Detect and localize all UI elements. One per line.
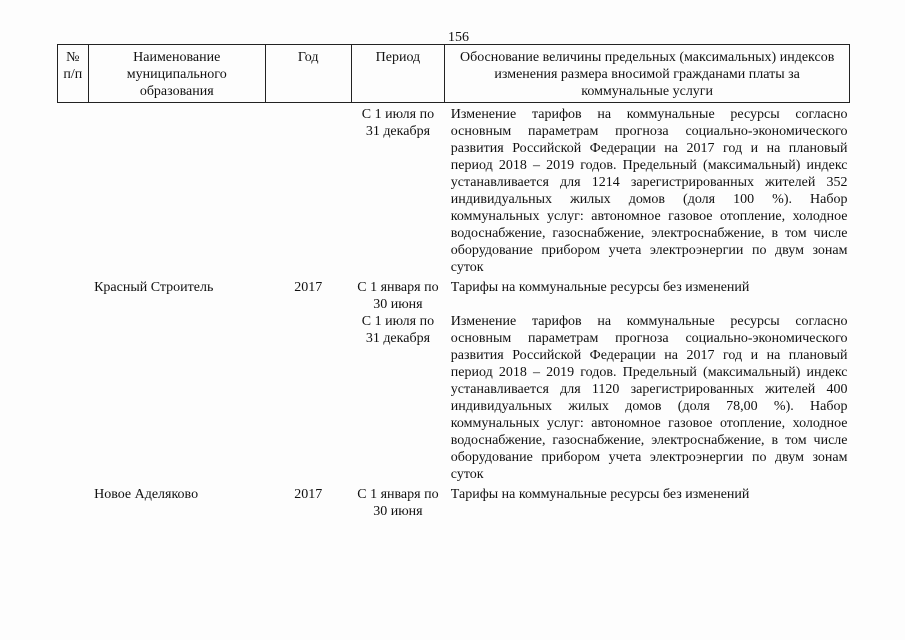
header-period: Период [351,45,445,103]
row-num [58,483,89,520]
tariff-table [57,44,850,520]
row-num [58,276,89,313]
row-year: 2017 [294,487,323,502]
row-justification: Тарифы на коммунальные ресурсы без изменений [450,280,750,295]
row-period: С 1 января по 30 июня [357,280,439,312]
table-row [58,103,850,277]
header-name: Наименование муниципального образования [88,45,265,103]
row-year: 2017 [294,280,323,295]
row-period: С 1 января по 30 июня [357,487,439,519]
row-name [88,313,265,483]
row-name [88,103,265,277]
row-num [58,103,89,277]
row-period: С 1 июля по 31 декабря [361,107,435,139]
row-name: Красный Строитель [94,280,214,295]
table-row [58,483,850,520]
row-justification: Тарифы на коммунальные ресурсы без изменений [450,487,750,502]
table-row [58,313,850,483]
table-header-row [58,45,850,103]
row-name: Новое Аделяково [94,487,199,502]
page-number: 156 [448,30,469,45]
header-year: Год [265,45,351,103]
header-num: № п/п [58,45,89,103]
row-justification: Изменение тарифов на коммунальные ресурсы согласно основным параметрам прогноза социально-экономического развития Российской Федерации на 2017 год и на плановый период 2018 – 2019 годов. Предельный (максимальный) индекс устанавливается для 1120 зарегистрированных жителей 400 индивидуальных жилых домов (доля 78,00 %). Набор коммунальных услуг: автономное газовое отопление, холодное водоснабжение, газоснабжение, электроснабжение, в том числе оборудование прибором учета электроэнергии по двум зонам суток [450,314,848,482]
row-num [58,313,89,483]
row-justification: Изменение тарифов на коммунальные ресурсы согласно основным параметрам прогноза социально-экономического развития Российской Федерации на 2017 год и на плановый период 2018 – 2019 годов. Предельный (максимальный) индекс устанавливается для 1214 зарегистрированных жителей 352 индивидуальных жилых домов (доля 100 %). Набор коммунальных услуг: автономное газовое отопление, холодное водоснабжение, газоснабжение, электроснабжение, в том числе оборудование прибором учета электроэнергии по двум зонам суток [450,107,848,275]
row-year [265,313,351,483]
row-period: С 1 июля по 31 декабря [361,314,435,346]
table-row [58,276,850,313]
header-justification: Обоснование величины предельных (максимальных) индексов изменения размера вносимой гражданами платы за коммунальные услуги [445,45,850,103]
row-year [265,103,351,277]
